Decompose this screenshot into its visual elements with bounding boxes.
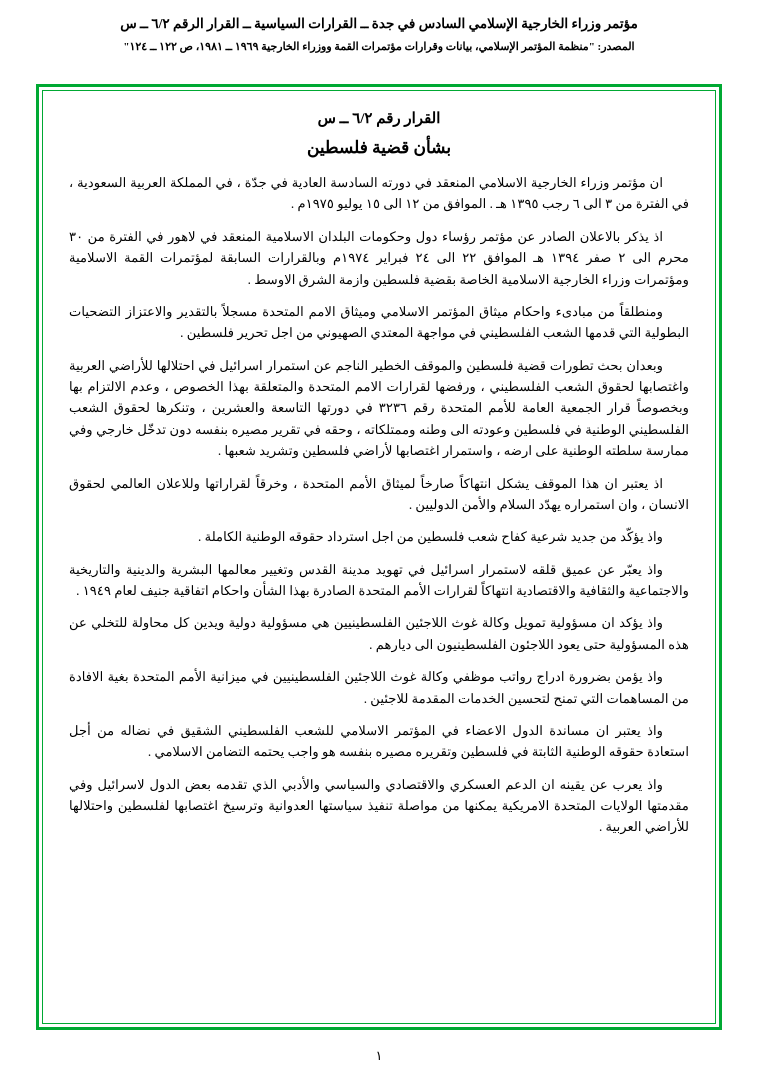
document-body <box>42 90 716 1024</box>
green-border-frame <box>36 84 722 1030</box>
resolution-number: القرار رقم ٦/٢ ــ س <box>317 111 441 127</box>
paragraph: ان مؤتمر وزراء الخارجية الاسلامي المنعقد في دورته السادسة العادية في جدّة ، في المملكة العربية السعودية ، في الفترة من ٣ الى ٦ رجب ١٣٩٥ هـ . الموافق من ١٢ الى ١٥ يوليو ١٩٧٥م . <box>69 175 689 212</box>
page-header <box>0 0 758 56</box>
resolution-subject: بشأن قضية فلسطين <box>306 138 452 157</box>
paragraph: اذ يذكر بالاعلان الصادر عن مؤتمر رؤساء دول وحكومات البلدان الاسلامية المنعقد في لاهور في الفترة من ٣٠ محرم الى ٢ صفر ١٣٩٤ هـ الموافق ٢٢ الى ٢٤ فبراير ١٩٧٤م وبالقرارات السابقة لمؤتمرات القمة الاسلامية ومؤتمرات وزراء الخارجية الاسلامية الخاصة بقضية فلسطين وازمة الشرق الاوسط . <box>69 228 689 287</box>
paragraph: اذ يعتبر ان هذا الموقف يشكل انتهاكاً صارخاً لميثاق الأمم المتحدة ، وخرقاً لقراراتها وللاعلان العالمي لحقوق الانسان ، وان استمراره يهدّد السلام والأمن الدوليين . <box>69 475 689 512</box>
paragraph: وبعدان بحث تطورات قضية فلسطين والموقف الخطير الناجم عن استمرار اسرائيل في احتلالها للأراضي العربية واغتصابها لحقوق الشعب الفلسطيني ، ورفضها لقرارات الامم المتحدة والمتعلقة بهذا الخصوص ، وعدم الالتزام بها وبخصوصاً قرار الجمعية العامة للأمم المتحدة رقم ٣٢٣٦ في دورتها التاسعة والعشرين ، وتنكرها لحقوق الشعب الفلسطيني الوطنية في فلسطين وعودته الى وطنه وممتلكاته ، وحقه في تقرير مصيره بنفسه دون تدخّل خارجي وفي ممارسة سلطته الوطنية على ارضه ، واستمرار اغتصابها لأراضي فلسطين وتشريد شعبها . <box>69 357 689 459</box>
paragraph: واذ يعتبر ان مساندة الدول الاعضاء في المؤتمر الاسلامي للشعب الفلسطيني الشقيق في نضاله من أجل استعادة حقوقه الوطنية الثابتة في فلسطين وتقريره مصيره بنفسه هو واجب يحتمه التضامن الاسلامي . <box>69 722 689 760</box>
paragraph: واذ يؤكّد من جديد شرعية كفاح شعب فلسطين من اجل استرداد حقوقه الوطنية الكاملة . <box>198 529 663 545</box>
page-number: ١ <box>375 1048 383 1063</box>
header-title: مؤتمر وزراء الخارجية الإسلامي السادس في جدة ــ القرارات السياسية ــ القرار الرقم ٦/٢ ــ س <box>120 16 638 31</box>
paragraph: واذ يؤكد ان مسؤولية تمويل وكالة غوث اللاجئين الفلسطينيين هي مسؤولية دولية ويدين كل محاولة للتخلي عن هذه المسؤولية حتى يعود اللاجئون الفلسطينيون الى ديارهم . <box>69 615 689 652</box>
paragraph: واذ يعبّر عن عميق قلقه لاستمرار اسرائيل في تهويد مدينة القدس وتغيير معالمها البشرية والدينية والتاريخية والاجتماعية والثقافية والاقتصادية انتهاكاً لقرارات الأمم المتحدة الصادرة بهذا الشأن واحكام اتفاقية جنيف لعام ١٩٤٩ . <box>69 561 689 598</box>
header-source: المصدر: "منظمة المؤتمر الإسلامي، بيانات وقرارات مؤتمرات القمة ووزراء الخارجية ١٩٦٩ ــ ١٩٨١، ص ١٢٢ ــ ١٢٤" <box>123 41 635 54</box>
paragraph: واذ يعرب عن يقينه ان الدعم العسكري والاقتصادي والسياسي والأدبي الذي تقدمه بعض الدول لاسرائيل وفي مقدمتها الولايات المتحدة الامريكية يمكنها من مواصلة تنفيذ سياستها العدوانية وترسيخ اغتصابها لفلسطين واحتلالها للأراضي العربية . <box>69 776 689 835</box>
paragraph: ومنطلقاً من مبادىء واحكام ميثاق المؤتمر الاسلامي وميثاق الامم المتحدة مسجلاً بالتقدير والاعتزاز التضحيات البطولية التي قدمها الشعب الفلسطيني في مواجهة المعتدي الصهيوني من اجل تحرير فلسطين . <box>69 303 689 341</box>
paragraph: واذ يؤمن بضرورة ادراج رواتب موظفي وكالة غوث اللاجئين الفلسطينيين في ميزانية الأمم المتحدة بغية الافادة من المساهمات التي تمنح لتحسين الخدمات المقدمة للاجئين . <box>69 669 689 706</box>
